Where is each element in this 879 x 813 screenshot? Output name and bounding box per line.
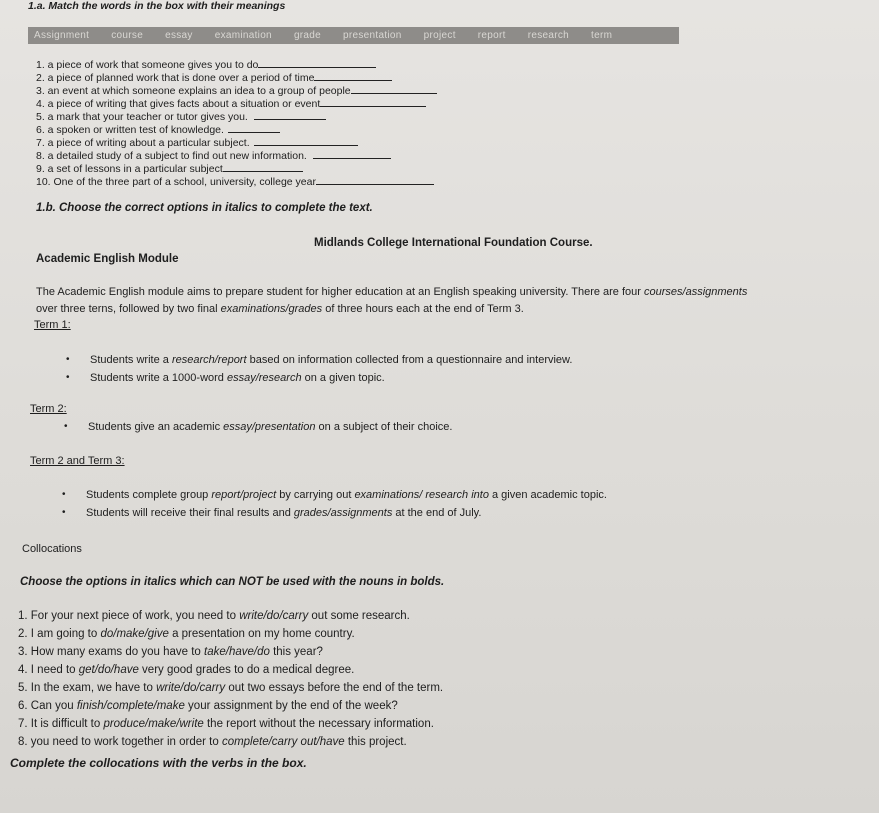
definition-6: 6. a spoken or written test of knowledge. xyxy=(36,123,280,136)
option-italic[interactable]: do/make/give xyxy=(100,628,169,640)
definition-10: 10. One of the three part of a school, university, college year xyxy=(36,175,434,188)
definition-2: 2. a piece of planned work that is done over a period of time xyxy=(36,71,392,84)
answer-blank[interactable] xyxy=(314,71,392,81)
definition-3: 3. an event at which someone explains an idea to a group of people xyxy=(36,84,437,97)
answer-blank[interactable] xyxy=(316,175,434,185)
option-italic[interactable]: examinations/grades xyxy=(220,303,323,315)
definition-4: 4. a piece of writing that gives facts about a situation or event xyxy=(36,97,426,110)
word-box-item: Assignment xyxy=(34,30,90,41)
term-1-bullet-2: • Students write a 1000-word essay/research on a given topic. xyxy=(90,372,385,384)
answer-blank[interactable] xyxy=(313,149,391,159)
intro-line-2: over three terns, followed by two final examinations/grades of three hours each at the end of Term 3. xyxy=(36,303,524,315)
section-a-title: 1.a. Match the words in the box with their meanings xyxy=(28,0,286,12)
option-italic[interactable]: examinations/ research into xyxy=(354,489,489,501)
term-1-bullet-1: • Students write a research/report based on information collected from a questionnaire and interview. xyxy=(90,354,572,366)
option-italic[interactable]: complete/carry out/have xyxy=(221,736,345,748)
collocation-item-3: 3. How many exams do you have to take/have/do this year? xyxy=(18,646,323,658)
collocation-item-2: 2. I am going to do/make/give a presentation on my home country. xyxy=(18,628,355,640)
word-box xyxy=(28,27,679,44)
term-2-3-label: Term 2 and Term 3: xyxy=(30,455,125,467)
collocation-item-7: 7. It is difficult to produce/make/write the report without the necessary information. xyxy=(18,718,434,730)
collocation-item-6: 6. Can you finish/complete/make your assignment by the end of the week? xyxy=(18,700,398,712)
word-box-item: grade xyxy=(293,30,322,41)
term-2-label: Term 2: xyxy=(30,403,67,415)
collocation-item-4: 4. I need to get/do/have very good grades to do a medical degree. xyxy=(18,664,355,676)
option-italic[interactable]: finish/complete/make xyxy=(76,700,185,712)
definition-9: 9. a set of lessons in a particular subject xyxy=(36,162,303,175)
term-2-3-bullet-2: • Students will receive their final results and grades/assignments at the end of July. xyxy=(86,507,481,519)
definition-8: 8. a detailed study of a subject to find out new information. xyxy=(36,149,391,162)
option-italic[interactable]: report/project xyxy=(211,489,277,501)
answer-blank[interactable] xyxy=(254,110,326,120)
answer-blank[interactable] xyxy=(228,123,280,133)
answer-blank[interactable] xyxy=(351,84,437,94)
option-italic[interactable]: essay/presentation xyxy=(223,421,316,433)
final-instruction: Complete the collocations with the verbs in the box. xyxy=(10,756,307,770)
option-italic[interactable]: write/do/carry xyxy=(156,682,226,694)
option-italic[interactable]: courses/assignments xyxy=(644,286,748,298)
answer-blank[interactable] xyxy=(254,136,358,146)
term-2-3-bullet-1: • Students complete group report/project by carrying out examinations/ research into a given academic topic. xyxy=(86,489,607,501)
word-box-item: presentation xyxy=(343,30,402,41)
answer-blank[interactable] xyxy=(258,58,376,68)
word-box-item: project xyxy=(423,30,456,41)
option-italic[interactable]: grades/assignments xyxy=(293,507,393,519)
term-1-label: Term 1: xyxy=(34,319,71,331)
collocations-instruction: Choose the options in italics which can NOT be used with the nouns in bolds. xyxy=(20,576,445,588)
word-box-item: term xyxy=(591,30,613,41)
option-italic[interactable]: research/report xyxy=(171,354,247,366)
answer-blank[interactable] xyxy=(320,97,426,107)
definition-1: 1. a piece of work that someone gives you to do xyxy=(36,58,376,71)
word-box-item: examination xyxy=(214,30,272,41)
collocations-heading: Collocations xyxy=(22,543,82,555)
section-b-title: 1.b. Choose the correct options in italics to complete the text. xyxy=(36,202,373,214)
term-2-bullet-1: • Students give an academic essay/presentation on a subject of their choice. xyxy=(88,421,452,433)
definition-5: 5. a mark that your teacher or tutor gives you. xyxy=(36,110,326,123)
option-italic[interactable]: essay/research xyxy=(226,372,302,384)
answer-blank[interactable] xyxy=(223,162,303,172)
collocation-item-8: 8. you need to work together in order to complete/carry out/have this project. xyxy=(18,736,407,748)
option-italic[interactable]: take/have/do xyxy=(204,646,270,658)
intro-line-1: The Academic English module aims to prepare student for higher education at an English speaking university. There are four courses/assignments xyxy=(36,286,748,298)
collocation-item-1: 1. For your next piece of work, you need to write/do/carry out some research. xyxy=(18,610,410,622)
word-box-item: research xyxy=(527,30,570,41)
option-italic[interactable]: produce/make/write xyxy=(103,718,204,730)
word-box-item: essay xyxy=(165,30,193,41)
course-heading: Midlands College International Foundation Course. xyxy=(314,237,593,249)
option-italic[interactable]: write/do/carry xyxy=(239,610,309,622)
word-box-item: report xyxy=(477,30,506,41)
definition-7: 7. a piece of writing about a particular subject. xyxy=(36,136,358,149)
module-heading: Academic English Module xyxy=(36,253,179,265)
word-box-item: course xyxy=(111,30,144,41)
collocation-item-5: 5. In the exam, we have to write/do/carry out two essays before the end of the term. xyxy=(18,682,444,694)
option-italic[interactable]: get/do/have xyxy=(78,664,139,676)
